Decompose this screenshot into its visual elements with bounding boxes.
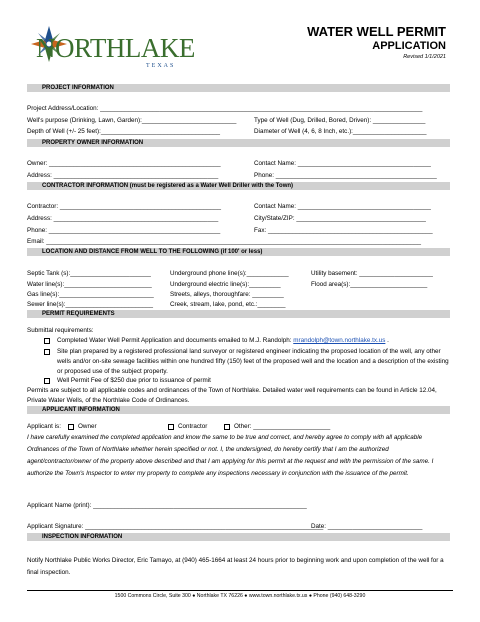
other-checkbox[interactable] [224,424,230,430]
owner-field[interactable]: Owner: _________________________________________________ [27,160,221,167]
electric-line-field[interactable]: Underground electric line(s):_________ [170,281,281,288]
contractor-section-header [27,182,450,190]
owner-section-header [27,139,450,147]
inspection-text: Notify Northlake Public Works Director, Eric Tamayo, at (940) 465-1664 at least 24 hours prior to beginning work and upon completion of the well for a final inspection. [27,557,444,576]
form-subtitle: APPLICATION [372,40,446,52]
contractor-city-field[interactable]: City/State/ZIP: _____________________________________ [254,215,426,222]
contractor-phone-field[interactable]: Phone: _________________________________________________ [27,227,221,234]
revised-date: Revised 1/1/2021 [403,54,446,60]
requirements-section-header [27,310,450,318]
owner-heading: PROPERTY OWNER INFORMATION [42,140,144,146]
requirements-heading: PERMIT REQUIREMENTS [42,311,115,317]
submittal-intro: Submittal requirements: [27,327,94,334]
well-purpose-field[interactable]: Well's purpose (Drinking, Lawn, Garden):___________________________ [27,117,237,124]
owner-checkbox[interactable] [68,424,74,430]
contractor-contact-field[interactable]: Contact Name: ______________________________________ [254,203,431,210]
requirement-item-1 [57,337,389,345]
flood-area-field[interactable]: Flood area(s):______________________ [311,281,428,288]
form-title: WATER WELL PERMIT [307,24,446,39]
requirement-item-2: Site plan prepared by a registered professional land surveyor or registered engineer indicating the proposed location of the well, any other wells and/or on-site sewage facilities within one hundred fifty (150) feet of the proposed well and the location and a description of the existing or proposed use of the subject property. [57,348,449,375]
footer-rule [27,590,453,591]
distance-heading: LOCATION AND DISTANCE FROM WELL TO THE FOLLOWING (if 100' or less) [42,249,263,255]
well-depth-field[interactable]: Depth of Well (+/- 25 feet):__________________________________ [27,128,220,135]
well-diameter-field[interactable]: Diameter of Well (4, 6, 8 Inch, etc.):_____________________ [254,128,427,135]
applicant-signature-field[interactable]: Applicant Signature: ____________________________________________________________________ [27,523,324,530]
contractor-option-label: Contractor [178,423,208,430]
requirement-checkbox-3[interactable] [44,378,50,384]
well-type-field[interactable]: Type of Well (Dug, Drilled, Bored, Driven): _______________ [254,117,426,124]
applicant-statement: I have carefully examined the completed application and know the same to be true and correct, and hereby agree to comply with all applicable Ordinances of the Town of Northlake whether herein specified or not. I, the undersigned, do hereby certify that I am the authorized agent/contractor/owner of the property above described and that I am applying for this permit at the request and with the permission of the same. I authorize the Town's Inspector to enter my property to complete any inspections necessary in conjunction with the issuance of the permit. [27,434,434,477]
creek-field[interactable]: Creek, stream, lake, pond, etc.:________ [170,301,286,308]
requirement-checkbox-1[interactable] [44,338,50,344]
email-link[interactable]: mrandolph@town.northlake.tx.us [293,337,386,344]
contractor-address-field[interactable]: Address: _______________________________________________ [27,215,219,222]
other-option-field[interactable]: Other: ______________________ [234,423,331,430]
owner-address-field[interactable]: Address: _______________________________________________ [27,172,219,179]
applicant-heading: APPLICANT INFORMATION [42,407,120,413]
logo-subtext: TEXAS [146,63,176,69]
water-line-field[interactable]: Water line(s):_________________________ [27,281,152,288]
permit-note: Permits are subject to all applicable codes and ordinances of the Town of Northlake. Detailed water well requirements can be found in Article 12.04, Private Water Wells, of the Northlake Code of Ordinances. [27,387,437,404]
contractor-checkbox[interactable] [168,424,174,430]
owner-phone-field[interactable]: Phone: ______________________________________________ [254,172,437,179]
requirement-item-1-text: Completed Water Well Permit Application and documents emailed to M.J. Randolph: [57,337,294,344]
applicant-is-label: Applicant is: [27,423,61,430]
inspection-section-header [27,533,450,541]
requirement-item-3: Well Permit Fee of $250 due prior to issuance of permit [57,377,211,384]
contractor-email-field[interactable]: Email: ___________________________________________________________________________________________________________ [27,238,421,245]
contractor-heading: CONTRACTOR INFORMATION (must be registered as a Water Well Driller with the Town) [42,183,294,189]
septic-tank-field[interactable]: Septic Tank (s):_______________________ [27,270,151,277]
project-address-field[interactable]: Project Address/Location: ____________________________________________________________________________________________ [27,105,423,112]
requirement-item-1-end: . [385,337,389,344]
contractor-fax-field[interactable]: Fax: _______________________________________________ [254,227,433,234]
requirement-checkbox-2[interactable] [44,349,50,355]
phone-line-field[interactable]: Underground phone line(s):____________ [170,270,289,277]
owner-contact-field[interactable]: Contact Name: ______________________________________ [254,160,431,167]
distance-section-header [27,248,450,256]
project-section-header [27,84,450,92]
applicant-name-field[interactable]: Applicant Name (print): _____________________________________________________________ [27,502,307,509]
date-field[interactable]: Date: ___________________________ [311,523,423,530]
inspection-heading: INSPECTION INFORMATION [42,534,123,540]
streets-field[interactable]: Streets, alleys, thoroughfare: _________ [170,291,284,298]
logo-text: NORTHLAKE [36,33,195,63]
contractor-field[interactable]: Contractor: ______________________________________________ [27,203,221,210]
gas-line-field[interactable]: Gas line(s):___________________________ [27,291,154,298]
sewer-line-field[interactable]: Sewer line(s):_________________________ [27,301,154,308]
project-heading: PROJECT INFORMATION [42,85,114,91]
northlake-logo [26,20,195,72]
owner-option-label: Owner [78,423,97,430]
footer-text: 1500 Commons Circle, Suite 300 ● Northlake TX 76226 ● www.town.northlake.tx.us ● Phone (940) 648-3290 [114,593,366,599]
applicant-section-header [27,406,450,414]
utility-basement-field[interactable]: Utility basement: _____________________ [311,270,433,277]
